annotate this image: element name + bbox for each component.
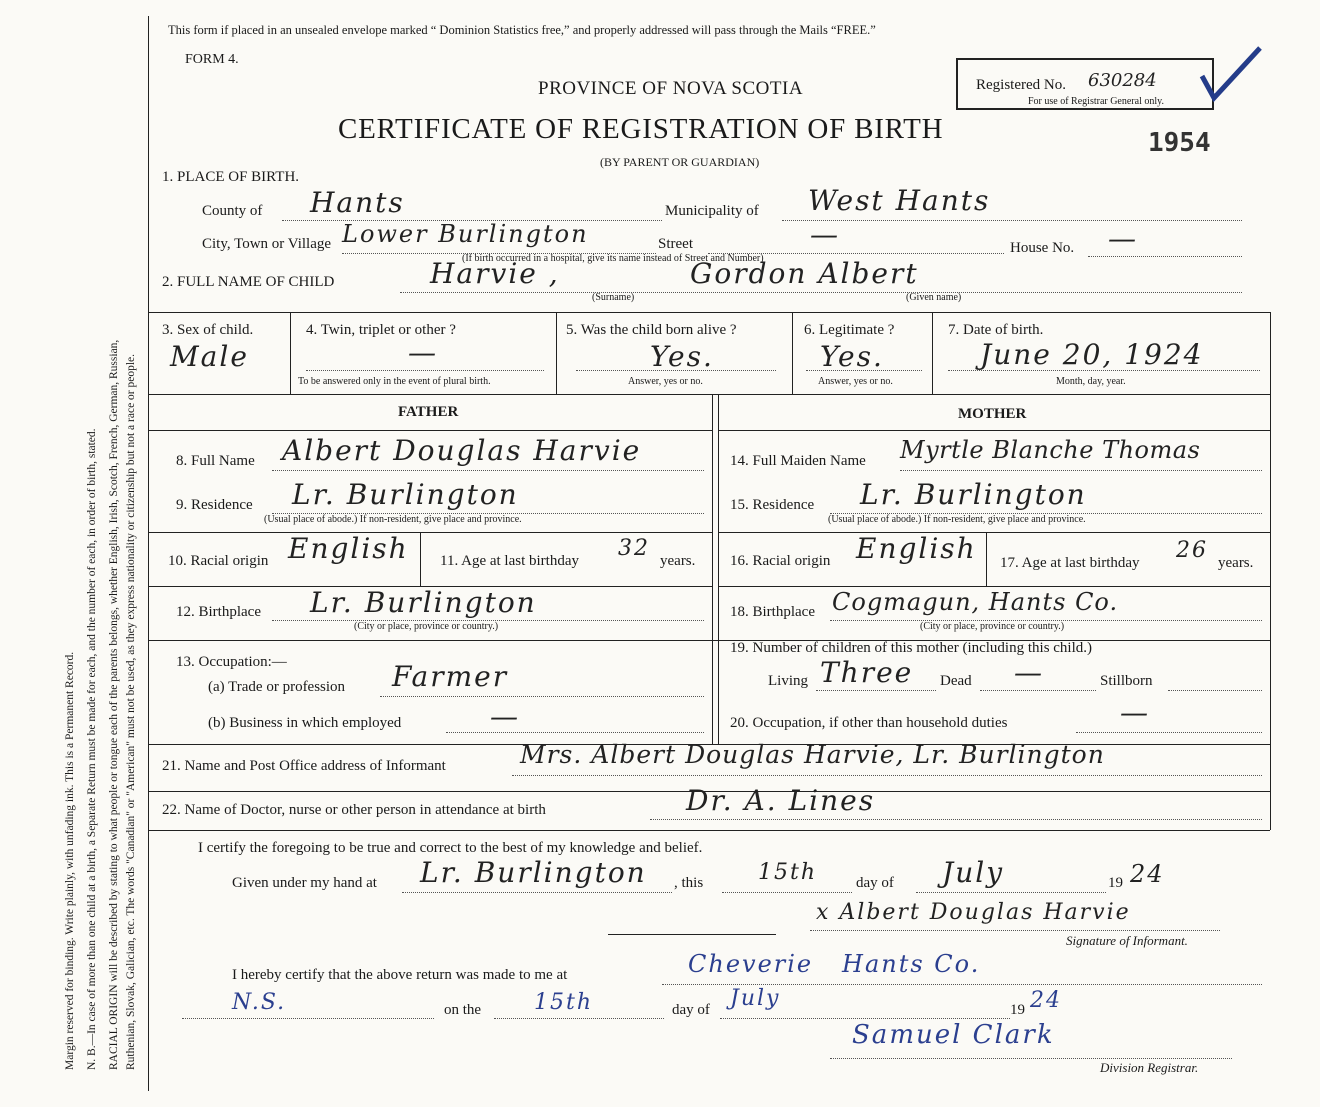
mother-birthplace-label: 18. Birthplace	[730, 604, 815, 620]
given-place: Lr. Burlington	[420, 856, 647, 889]
father-age-label: 11. Age at last birthday	[440, 553, 579, 569]
house-value: —	[1108, 222, 1138, 255]
sex-label: 3. Sex of child.	[162, 322, 254, 338]
given-year-prefix: 19	[1108, 875, 1123, 891]
doctor-label: 22. Name of Doctor, nurse or other person in attendance at birth	[162, 802, 546, 818]
county-label: County of	[202, 203, 263, 219]
living-value: Three	[820, 656, 914, 689]
mother-heading: MOTHER	[958, 406, 1027, 422]
street-note: (If birth occurred in a hospital, give its name instead of Street and Number)	[462, 253, 764, 264]
certificate-subtitle: (BY PARENT OR GUARDIAN)	[600, 155, 760, 169]
stamp-number: 1954	[1148, 128, 1211, 158]
mother-residence-value: Lr. Burlington	[860, 478, 1087, 511]
mother-children-label: 19. Number of children of this mother (including this child.)	[730, 640, 1093, 656]
mother-age-label: 17. Age at last birthday	[1000, 555, 1140, 571]
mother-birthplace-value: Cogmagun, Hants Co.	[832, 588, 1119, 616]
father-trade-label: (a) Trade or profession	[208, 679, 346, 695]
twin-note: To be answered only in the event of plural birth.	[298, 376, 491, 387]
alive-value: Yes.	[650, 340, 714, 373]
legitimate-value: Yes.	[820, 340, 884, 373]
twin-label: 4. Twin, triplet or other ?	[306, 322, 456, 338]
registrar-note: For use of Registrar General only.	[1028, 96, 1164, 107]
father-birthplace-note: (City or place, province or country.)	[354, 621, 499, 632]
child-surname: Harvie ,	[430, 257, 560, 290]
given-year: 24	[1130, 860, 1165, 888]
registrar-day-label: day of	[672, 1002, 710, 1018]
informant-signature-label: Signature of Informant.	[1066, 933, 1188, 948]
mother-birthplace-note: (City or place, province or country.)	[920, 621, 1065, 632]
mother-occupation-label: 20. Occupation, if other than household duties	[730, 715, 1008, 731]
father-name-label: 8. Full Name	[176, 453, 255, 469]
stillborn-label: Stillborn	[1100, 673, 1153, 689]
registrar-year-prefix: 19	[1010, 1002, 1025, 1018]
registrar-place: Cheverie Hants Co.	[688, 950, 981, 978]
given-month: July	[942, 856, 1005, 889]
father-occupation-label: 13. Occupation:—	[176, 654, 287, 670]
father-years: years.	[660, 553, 696, 569]
dead-label: Dead	[940, 673, 972, 689]
father-name-value: Albert Douglas Harvie	[282, 434, 642, 467]
legitimate-note: Answer, yes or no.	[818, 376, 893, 387]
mother-racial-label: 16. Racial origin	[730, 553, 831, 569]
registrar-year: 24	[1030, 988, 1062, 1013]
given-day-label: day of	[856, 875, 894, 891]
form-number: FORM 4.	[185, 52, 239, 67]
dob-label: 7. Date of birth.	[948, 322, 1044, 338]
margin-note-binding: Margin reserved for binding. Write plainly, with unfading ink. This is a Permanent Record.	[64, 651, 76, 1070]
sex-value: Male	[170, 340, 249, 373]
province-heading: PROVINCE OF NOVA SCOTIA	[538, 78, 804, 99]
doctor-value: Dr. A. Lines	[686, 784, 876, 817]
surname-note: (Surname)	[592, 292, 635, 303]
father-residence-note: (Usual place of abode.) If non-resident, give place and province.	[264, 514, 522, 525]
mother-residence-note: (Usual place of abode.) If non-resident, give place and province.	[828, 514, 1086, 525]
father-racial-value: English	[288, 532, 409, 565]
mother-occupation-value: —	[1120, 696, 1150, 729]
street-label: Street	[658, 236, 693, 252]
dob-note: Month, day, year.	[1056, 376, 1126, 387]
alive-note: Answer, yes or no.	[628, 376, 703, 387]
mail-notice: This form if placed in an unsealed envelope marked “ Dominion Statistics free,” and properly addressed will pass through the Mails “FREE.”	[168, 23, 876, 37]
child-given-name: Gordon Albert	[690, 257, 919, 290]
registrar-month: July	[730, 986, 781, 1011]
certificate-title: CERTIFICATE OF REGISTRATION OF BIRTH	[338, 113, 944, 145]
city-label: City, Town or Village	[202, 236, 332, 252]
given-day: 15th	[758, 860, 818, 885]
father-trade-value: Farmer	[392, 660, 509, 693]
father-birthplace-value: Lr. Burlington	[310, 586, 537, 619]
margin-note-multiple-births: N. B.—In case of more than one child at a birth, a Separate Return must be made for each, and the number of each, in order of birth, stated.	[86, 428, 98, 1070]
municipality-value: West Hants	[808, 184, 991, 217]
mother-racial-value: English	[856, 532, 977, 565]
legitimate-label: 6. Legitimate ?	[804, 322, 895, 338]
alive-label: 5. Was the child born alive ?	[566, 322, 737, 338]
registrar-signature: Samuel Clark	[852, 1020, 1055, 1050]
registrar-on-the: on the	[444, 1002, 482, 1018]
registered-label: Registered No.	[976, 77, 1066, 93]
mother-age-value: 26	[1176, 538, 1208, 563]
city-value: Lower Burlington	[342, 220, 589, 248]
given-label: Given under my hand at	[232, 875, 377, 891]
living-label: Living	[768, 673, 808, 689]
child-name-label: 2. FULL NAME OF CHILD	[162, 274, 335, 290]
dob-value: June 20, 1924	[980, 338, 1204, 371]
margin-note-racial-origin-cont: Ruthenian, Slovak, Galician, etc. The words "Canadian" or "American" must not be used, as they express nationality or citizenship but not a race or people.	[125, 353, 137, 1070]
mother-name-label: 14. Full Maiden Name	[730, 453, 866, 469]
this-label: , this	[674, 875, 704, 891]
informant-value: Mrs. Albert Douglas Harvie, Lr. Burlington	[520, 740, 1105, 769]
registered-number: 630284	[1088, 70, 1157, 91]
father-residence-value: Lr. Burlington	[292, 478, 519, 511]
house-label: House No.	[1010, 240, 1075, 256]
registrar-day: 15th	[534, 990, 594, 1015]
registrar-signature-label: Division Registrar.	[1100, 1060, 1199, 1075]
certify-statement: I certify the foregoing to be true and correct to the best of my knowledge and belief.	[198, 840, 703, 856]
mother-years: years.	[1218, 555, 1254, 571]
father-business-label: (b) Business in which employed	[208, 715, 402, 731]
father-racial-label: 10. Racial origin	[168, 553, 269, 569]
registered-box	[956, 58, 1214, 110]
registrar-statement: I hereby certify that the above return was made to me at	[232, 967, 568, 983]
informant-label: 21. Name and Post Office address of Informant	[162, 758, 446, 774]
dead-value: —	[1014, 656, 1044, 689]
municipality-label: Municipality of	[665, 203, 759, 219]
check-mark	[1198, 44, 1268, 109]
given-note: (Given name)	[906, 292, 962, 303]
mother-residence-label: 15. Residence	[730, 497, 815, 513]
father-business-value: —	[490, 700, 520, 733]
county-value: Hants	[310, 186, 405, 219]
father-heading: FATHER	[398, 404, 459, 420]
father-residence-label: 9. Residence	[176, 497, 253, 513]
margin-note-racial-origin: RACIAL ORIGIN will be described by stating to what people or tongue each of the parents belongs, whether English, Irish, Scotch, French, German, Russian,	[108, 339, 120, 1070]
left-border	[148, 16, 149, 1091]
father-birthplace-label: 12. Birthplace	[176, 604, 261, 620]
street-value: —	[810, 218, 840, 251]
informant-signature: x Albert Douglas Harvie	[816, 900, 1131, 925]
registrar-ns: N.S.	[232, 990, 287, 1015]
father-age-value: 32	[618, 536, 650, 561]
mother-name-value: Myrtle Blanche Thomas	[900, 436, 1201, 464]
place-heading: 1. PLACE OF BIRTH.	[162, 169, 300, 185]
twin-value: —	[408, 336, 438, 369]
